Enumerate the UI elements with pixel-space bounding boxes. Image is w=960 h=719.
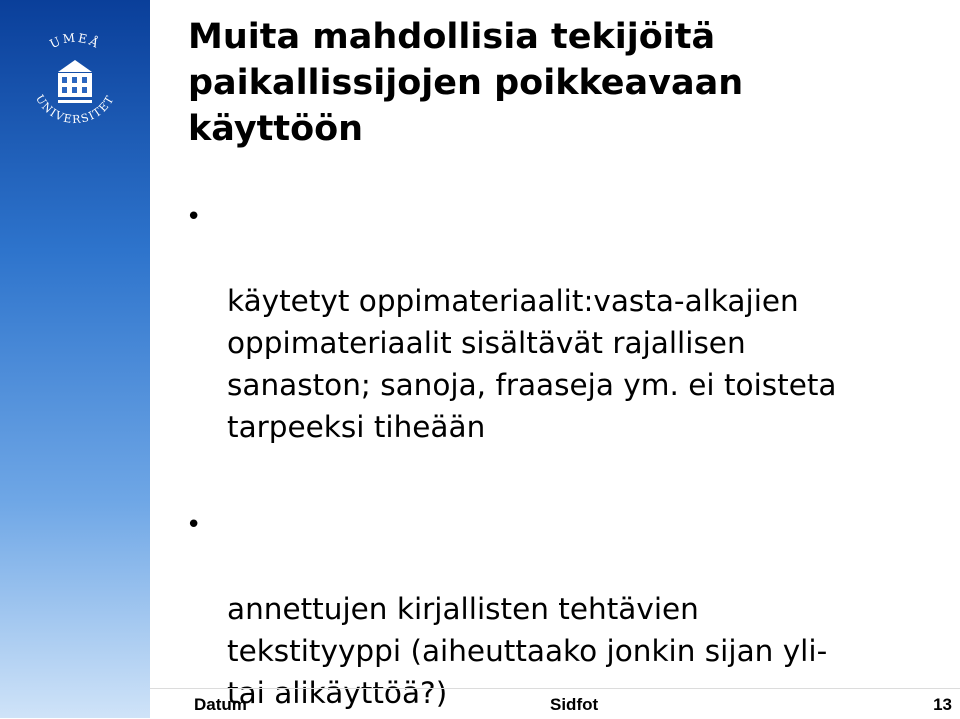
bullet-item <box>186 504 956 714</box>
bullet-text: annettujen kirjallisten tehtävien tekstityyppi (aiheuttaako jonkin sijan yli- tai alikäyttöä?) <box>227 592 828 710</box>
page-number: 13 <box>933 695 952 714</box>
footer-center-text: Sidfot <box>550 695 599 714</box>
bullet-icon: • <box>186 510 202 540</box>
slide-title: Muita mahdollisia tekijöitä paikallissijojen poikkeavaan käyttöön <box>188 17 744 149</box>
svg-text:UNIVERSITET: UNIVERSITET <box>32 92 118 127</box>
bullet-icon: • <box>186 202 202 232</box>
university-sidebar <box>0 0 150 718</box>
university-seal-icon <box>18 22 132 136</box>
bullet-list <box>186 196 956 714</box>
svg-text:UMEÅ: UMEÅ <box>47 30 103 52</box>
slide-footer <box>150 688 960 719</box>
bullet-text: käytetyt oppimateriaalit:vasta-alkajien oppimateriaalit sisältävät rajallisen sanaston; sanoja, fraaseja ym. ei toisteta tarpeeksi tiheään <box>227 284 837 444</box>
footer-date: Datum <box>194 695 247 714</box>
bullet-item <box>186 196 956 448</box>
